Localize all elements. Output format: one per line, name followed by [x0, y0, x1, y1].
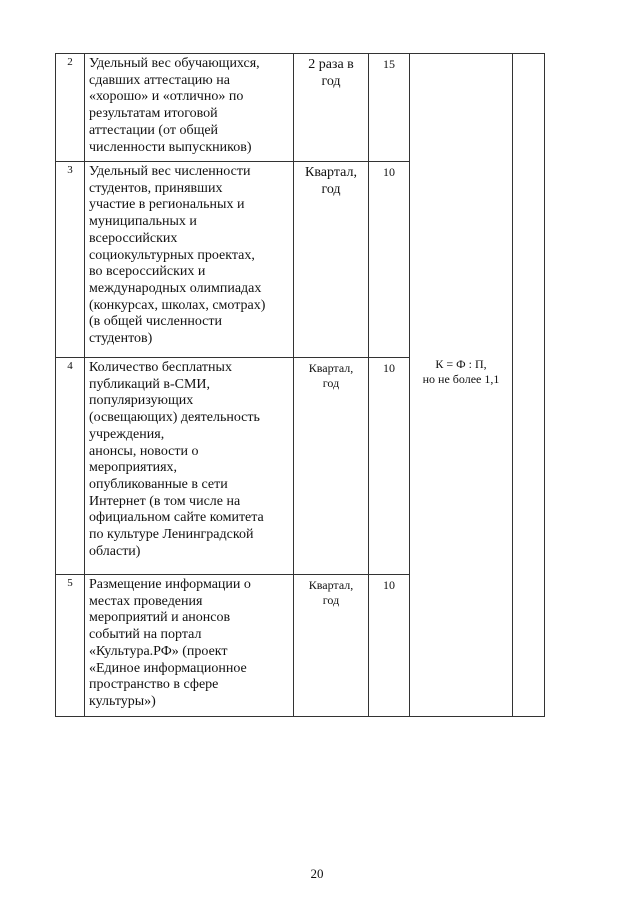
- weight-cell: 10: [369, 358, 410, 575]
- indicator-line: во всероссийских и: [89, 264, 206, 280]
- table-row: [56, 54, 545, 162]
- indicator-line: всероссийских: [89, 230, 178, 246]
- frequency-cell: [294, 162, 369, 358]
- indicator-line: культуры»): [89, 693, 156, 709]
- indicator-line: участие в региональных и: [89, 197, 245, 213]
- indicator-line: (освещающих) деятельность: [89, 410, 260, 426]
- indicator-line: численности выпускников): [89, 139, 252, 155]
- indicator-line: мероприятиях,: [89, 460, 178, 476]
- indicator-line: области): [89, 543, 141, 559]
- indicator-line: мероприятий и анонсов: [89, 610, 231, 626]
- indicator-line: Интернет (в том числе на: [89, 493, 241, 509]
- indicator-line: «Единое информационное: [89, 660, 247, 676]
- indicator-line: «Культура.РФ» (проект: [89, 643, 228, 659]
- indicator-line: (в общей численности: [89, 314, 222, 330]
- frequency-line: 2 раза в: [308, 57, 354, 72]
- frequency-line: Квартал,: [308, 578, 354, 592]
- row-number: 4: [56, 358, 85, 575]
- indicator-line: учреждения,: [89, 426, 165, 442]
- indicator-name: [85, 358, 294, 575]
- frequency-cell: [294, 358, 369, 575]
- frequency-line: год: [321, 73, 341, 89]
- indicator-line: Удельный вес численности: [89, 164, 251, 179]
- frequency-line: Квартал,: [308, 361, 354, 375]
- formula-line: К = Ф : П,: [435, 357, 487, 371]
- indicator-line: аттестации (от общей: [89, 122, 219, 138]
- indicator-line: муниципальных и: [89, 214, 197, 230]
- empty-cell: [513, 54, 545, 717]
- row-number: 3: [56, 162, 85, 358]
- row-number: 2: [56, 54, 85, 162]
- indicator-name: [85, 54, 294, 162]
- frequency-cell: [294, 54, 369, 162]
- indicator-line: Размещение информации о: [89, 577, 251, 592]
- weight-cell: 10: [369, 162, 410, 358]
- indicator-line: Удельный вес обучающихся,: [89, 56, 260, 71]
- formula-cell: [410, 54, 513, 717]
- indicator-line: Количество бесплатных: [89, 360, 232, 375]
- indicator-line: (конкурсах, школах, смотрах): [89, 297, 266, 313]
- indicator-line: местах проведения: [89, 593, 203, 609]
- indicator-line: социокультурных проектах,: [89, 247, 255, 263]
- indicator-line: событий на портал: [89, 627, 202, 643]
- formula-line: но не более 1,1: [422, 371, 500, 386]
- indicator-name: [85, 162, 294, 358]
- indicator-line: анонсы, новости о: [89, 443, 199, 459]
- row-number: 5: [56, 575, 85, 717]
- indicator-line: опубликованные в сети: [89, 476, 228, 492]
- frequency-cell: [294, 575, 369, 717]
- indicator-line: публикаций в-СМИ,: [89, 376, 211, 392]
- frequency-line: Квартал,: [305, 165, 357, 180]
- indicator-line: пространство в сфере: [89, 677, 219, 693]
- indicator-name: [85, 575, 294, 717]
- indicators-table: [55, 53, 545, 717]
- indicator-line: международных олимпиадах: [89, 280, 262, 296]
- indicator-line: сдавших аттестацию на: [89, 72, 230, 88]
- frequency-line: год: [322, 375, 340, 390]
- indicator-line: «хорошо» и «отлично» по: [89, 89, 244, 105]
- weight-cell: 10: [369, 575, 410, 717]
- indicator-line: результатам итоговой: [89, 106, 218, 122]
- indicator-line: официальном сайте комитета: [89, 510, 264, 526]
- weight-cell: 15: [369, 54, 410, 162]
- indicator-line: по культуре Ленинградской: [89, 527, 254, 543]
- indicator-line: популяризующих: [89, 393, 194, 409]
- frequency-line: год: [322, 592, 340, 607]
- indicator-line: студентов, принявших: [89, 180, 223, 196]
- page-number: 20: [310, 866, 324, 881]
- indicator-line: студентов): [89, 331, 153, 347]
- frequency-line: год: [321, 181, 341, 197]
